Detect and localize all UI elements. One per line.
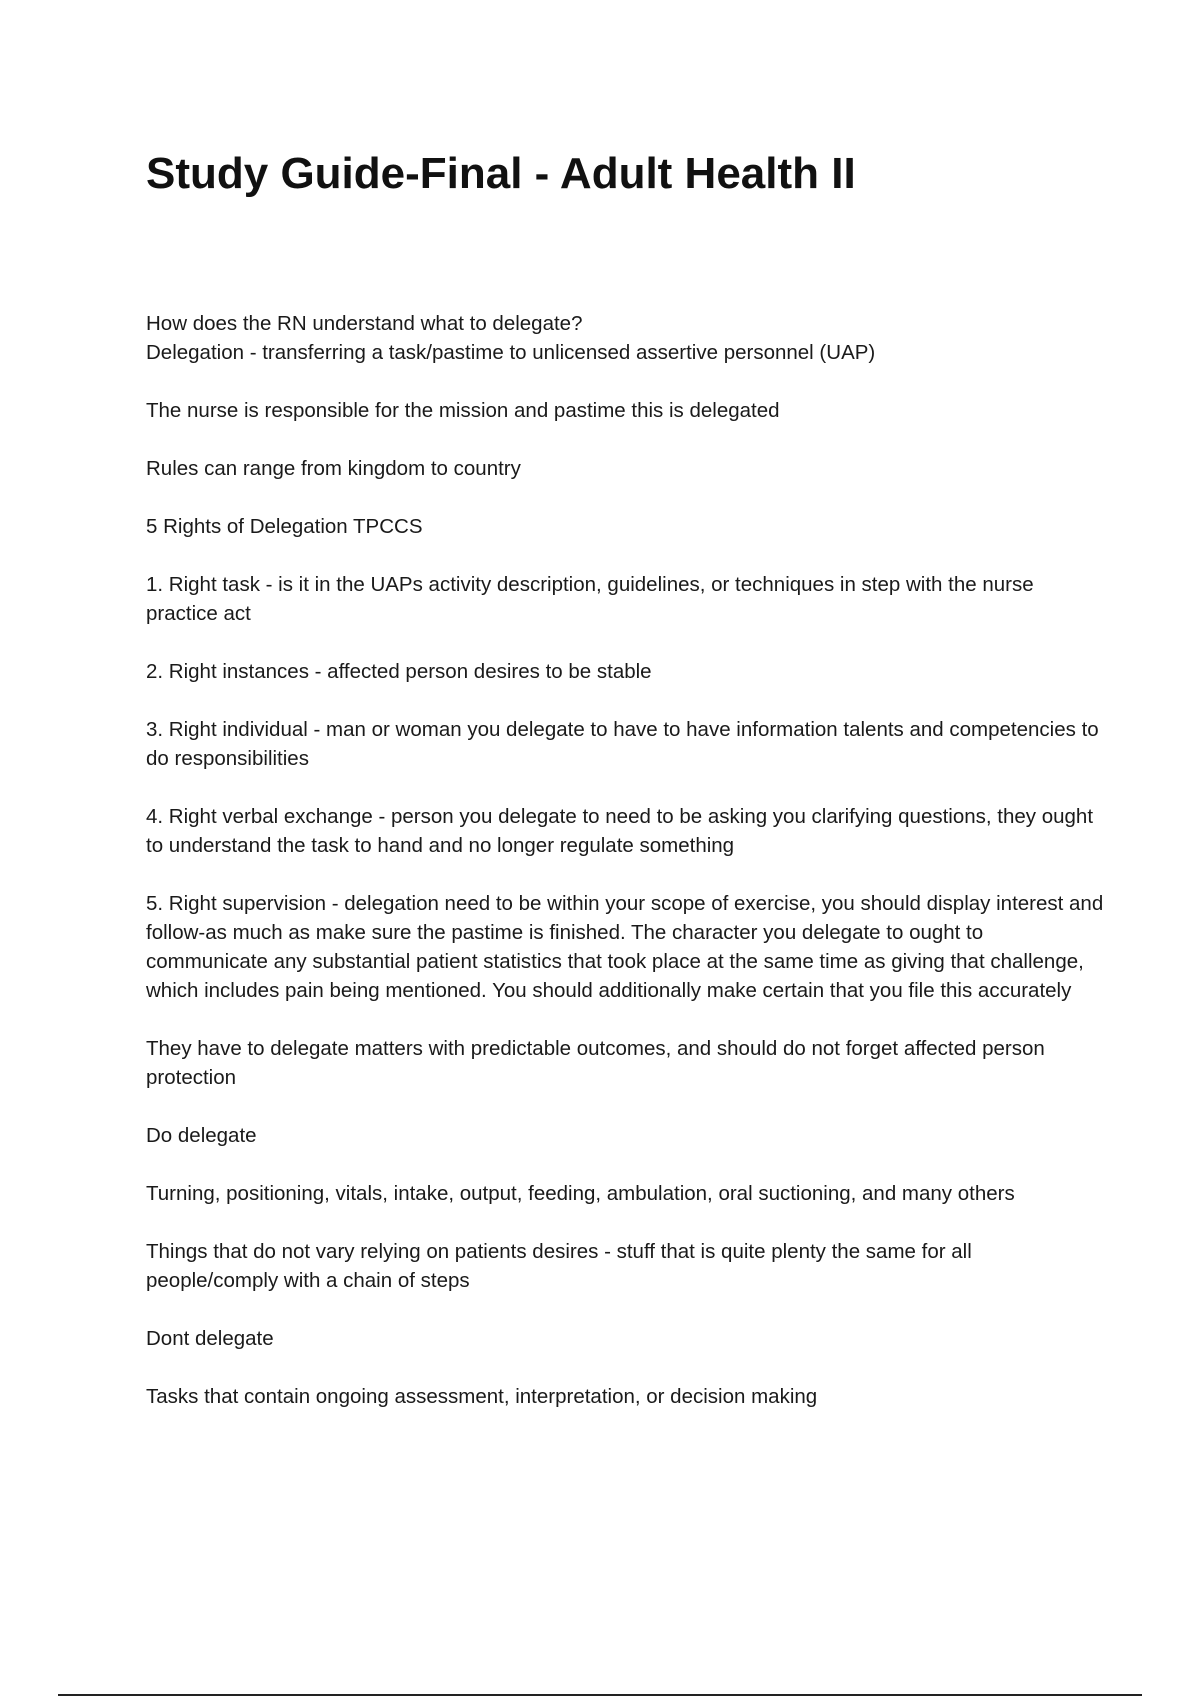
paragraph-dont-delegate-list: Tasks that contain ongoing assessment, interpretation, or decision making (146, 1385, 818, 1408)
paragraph-rules: Rules can range from kingdom to country (146, 457, 521, 480)
paragraph-do-delegate-list: Turning, positioning, vitals, intake, output, feeding, ambulation, oral suctioning, and many others (146, 1182, 1015, 1205)
paragraph-right-task: 1. Right task - is it in the UAPs activity description, guidelines, or techniques in step with the nurse practice act (146, 573, 1034, 625)
paragraph-nurse-responsibility: The nurse is responsible for the mission and pastime this is delegated (146, 399, 780, 422)
document-title: Study Guide-Final - Adult Health II (146, 149, 856, 198)
paragraph-right-supervision: 5. Right supervision - delegation need to be within your scope of exercise, you should display interest and follow-as much as make sure the pastime is finished. The character you delegate to ought to communicate any substantial patient statistics that took place at the same time as giving that challenge, which includes pain being mentioned. You should additionally make certain that you file this accurately (146, 892, 1104, 1002)
paragraph-five-rights-heading: 5 Rights of Delegation TPCCS (146, 515, 423, 538)
paragraph-predictable-outcomes: They have to delegate matters with predictable outcomes, and should do not forget affected person protection (146, 1037, 1045, 1089)
paragraph-do-delegate-heading: Do delegate (146, 1124, 257, 1147)
paragraph-dont-delegate-heading: Dont delegate (146, 1327, 274, 1350)
paragraph-question: How does the RN understand what to delegate? (146, 312, 583, 335)
paragraph-right-instances: 2. Right instances - affected person desires to be stable (146, 660, 652, 683)
footer-divider (58, 1694, 1142, 1696)
paragraph-do-not-vary: Things that do not vary relying on patients desires - stuff that is quite plenty the same for all people/comply with a chain of steps (146, 1240, 972, 1292)
paragraph-right-verbal-exchange: 4. Right verbal exchange - person you delegate to need to be asking you clarifying questions, they ought to understand the task to hand and no longer regulate something (146, 805, 1094, 857)
paragraph-right-individual: 3. Right individual - man or woman you delegate to have to have information talents and competencies to do responsibilities (146, 718, 1099, 770)
paragraph-delegation-definition: Delegation - transferring a task/pastime to unlicensed assertive personnel (UAP) (146, 341, 876, 364)
document-body (146, 309, 1106, 1440)
